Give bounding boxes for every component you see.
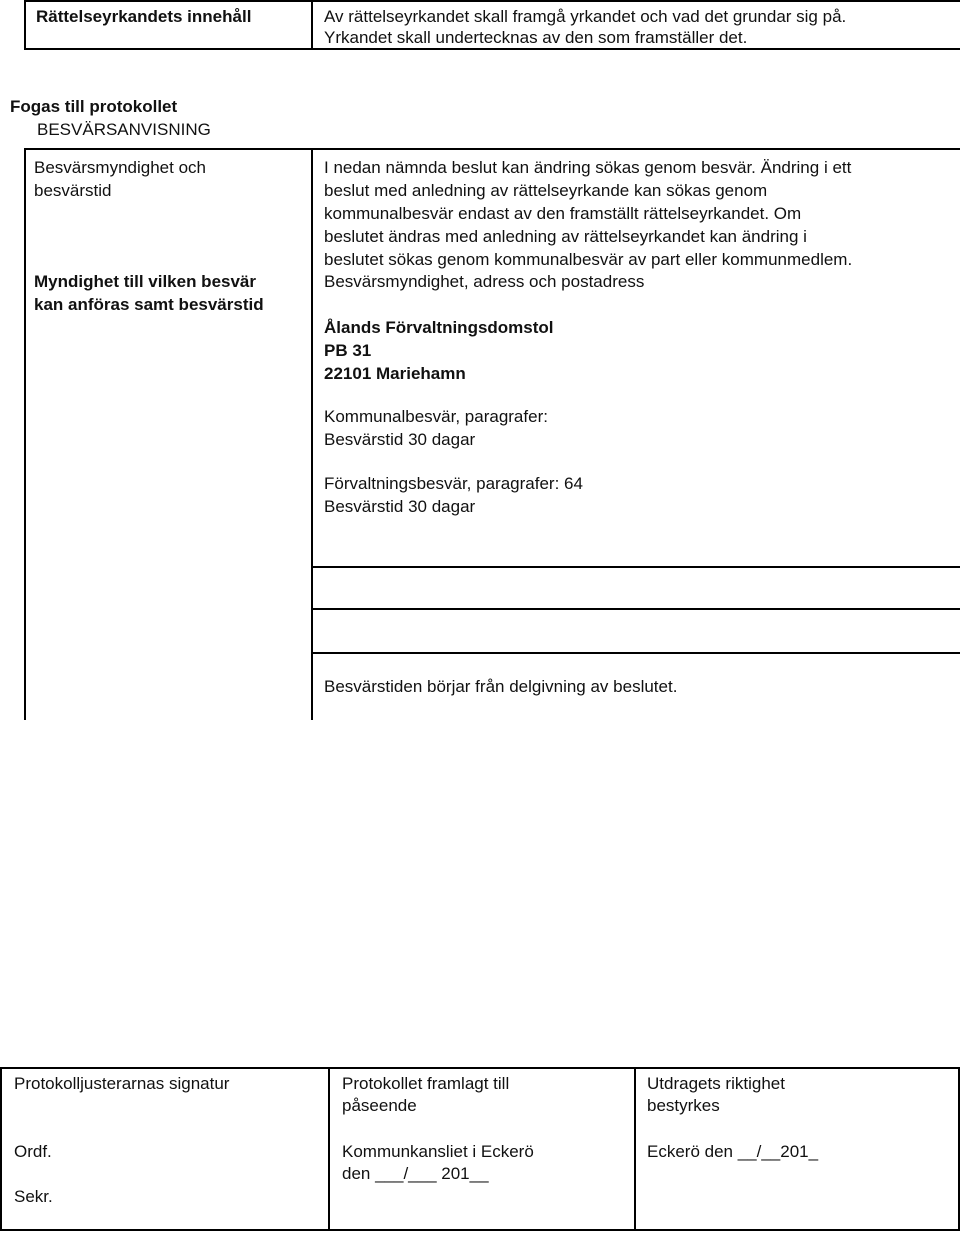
intro-line-3: kommunalbesvär endast av den framställt rättelseyrkandet. Om [324, 204, 802, 223]
top-box-text-line1: Av rättelseyrkandet skall framgå yrkandet och vad det grundar sig på. [324, 7, 847, 26]
footer-col3-date: Eckerö den __/__201_ [647, 1142, 819, 1161]
footer-col1-title: Protokolljusterarnas signatur [14, 1074, 230, 1093]
footer-col1-ordf: Ordf. [14, 1142, 52, 1161]
court-po-box: PB 31 [324, 341, 372, 360]
top-box-label: Rättelseyrkandets innehåll [36, 7, 252, 26]
header-line2: BESVÄRSANVISNING [37, 120, 211, 139]
footer-col2-place: Kommunkansliet i Eckerö [342, 1142, 534, 1161]
intro-line-4: beslutet ändras med anledning av rättelseyrkandet kan ändring i [324, 227, 807, 246]
intro-line-2: beslut med anledning av rättelseyrkande kan sökas genom [324, 181, 768, 200]
court-postal: 22101 Mariehamn [324, 364, 466, 383]
address-heading: Besvärsmyndighet, adress och postadress [324, 272, 645, 291]
forvaltning-time: Besvärstid 30 dagar [324, 497, 476, 516]
authority-label-line2: besvärstid [34, 181, 112, 200]
header-line1: Fogas till protokollet [10, 97, 178, 116]
footer-col2-date: den ___/___ 201__ [342, 1164, 489, 1183]
authority-label-line1: Besvärsmyndighet och [34, 158, 206, 177]
footer-col1-sekr: Sekr. [14, 1187, 53, 1206]
kommunal-time: Besvärstid 30 dagar [324, 430, 476, 449]
court-name: Ålands Förvaltningsdomstol [324, 318, 554, 337]
kommunal-label: Kommunalbesvär, paragrafer: [324, 407, 548, 426]
where-label-line1: Myndighet till vilken besvär [34, 272, 257, 291]
footer-col2-title-line2: påseende [342, 1096, 417, 1115]
intro-line-1: I nedan nämnda beslut kan ändring sökas genom besvär. Ändring i ett [324, 158, 852, 177]
footer-col3-title-line2: bestyrkes [647, 1096, 720, 1115]
footer-col3-title-line1: Utdragets riktighet [647, 1074, 785, 1093]
start-note: Besvärstiden börjar från delgivning av beslutet. [324, 677, 678, 696]
where-label-line2: kan anföras samt besvärstid [34, 295, 264, 314]
footer-col2-title-line1: Protokollet framlagt till [342, 1074, 510, 1093]
intro-line-5: beslutet sökas genom kommunalbesvär av part eller kommunmedlem. [324, 250, 853, 269]
top-box-text-line2: Yrkandet skall undertecknas av den som framställer det. [324, 28, 748, 47]
forvaltning-label: Förvaltningsbesvär, paragrafer: 64 [324, 474, 583, 493]
